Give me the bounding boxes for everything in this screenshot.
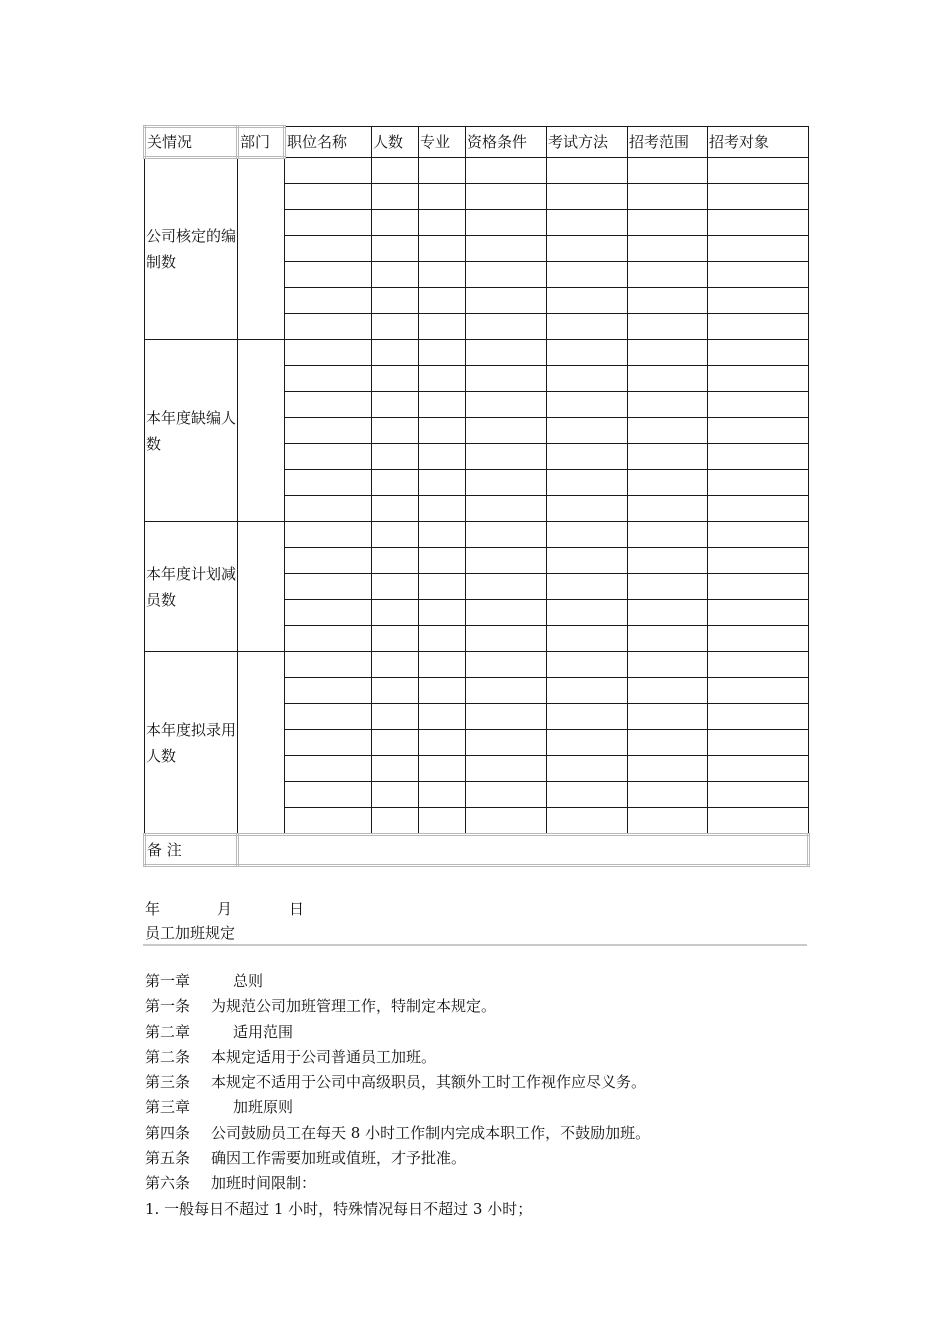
table-cell: [708, 808, 809, 835]
table-cell: [419, 574, 466, 600]
table-cell: [285, 574, 372, 600]
table-cell: [708, 496, 809, 522]
department-cell: [238, 652, 285, 835]
table-cell: [419, 626, 466, 652]
table-cell: [628, 548, 708, 574]
article-line: [145, 1146, 805, 1171]
table-cell: [372, 678, 419, 704]
table-cell: [285, 600, 372, 626]
table-cell: [547, 522, 628, 548]
table-cell: [628, 444, 708, 470]
table-cell: [628, 522, 708, 548]
table-cell: [708, 548, 809, 574]
line-label: 第二章: [145, 1022, 191, 1041]
table-cell: [708, 184, 809, 210]
table-cell: [419, 496, 466, 522]
note-label-cell: 备 注: [145, 835, 238, 866]
table-cell: [628, 626, 708, 652]
article-line: [145, 1121, 805, 1146]
table-cell: [547, 158, 628, 184]
table-row: [145, 158, 809, 184]
table-cell: [419, 470, 466, 496]
table-cell: [547, 574, 628, 600]
table-cell: [372, 730, 419, 756]
regulation-body: [145, 969, 805, 1222]
table-cell: [285, 652, 372, 678]
table-cell: [285, 782, 372, 808]
table-cell: [285, 730, 372, 756]
article-line: [145, 994, 805, 1019]
table-cell: [419, 184, 466, 210]
table-cell: [466, 470, 547, 496]
line-label: 第一条: [145, 997, 191, 1016]
table-cell: [466, 782, 547, 808]
table-cell: [466, 808, 547, 835]
group-label-cell: 公司核定的编制数: [145, 158, 238, 340]
table-cell: [285, 288, 372, 314]
line-label: 第三条: [145, 1073, 191, 1092]
table-cell: [372, 704, 419, 730]
table-cell: [372, 574, 419, 600]
line-text: 加班原则: [233, 1098, 294, 1117]
table-cell: [547, 626, 628, 652]
table-cell: [466, 184, 547, 210]
table-cell: [285, 470, 372, 496]
department-cell: [238, 522, 285, 652]
table-cell: [708, 392, 809, 418]
table-cell: [547, 600, 628, 626]
table-cell: [628, 678, 708, 704]
table-cell: [466, 678, 547, 704]
table-cell: [708, 704, 809, 730]
department-cell: [238, 340, 285, 522]
table-cell: [285, 236, 372, 262]
table-cell: [708, 756, 809, 782]
table-cell: [466, 210, 547, 236]
table-cell: [372, 444, 419, 470]
table-cell: [372, 314, 419, 340]
table-cell: [547, 418, 628, 444]
table-cell: [628, 314, 708, 340]
table-cell: [285, 522, 372, 548]
chapter-heading: [145, 969, 805, 994]
table-cell: [547, 366, 628, 392]
table-cell: [628, 184, 708, 210]
table-cell: [466, 444, 547, 470]
table-cell: [285, 184, 372, 210]
table-cell: [547, 210, 628, 236]
table-cell: [419, 756, 466, 782]
line-text: 为规范公司加班管理工作，特制定本规定。: [211, 997, 497, 1016]
table-cell: [285, 262, 372, 288]
table-cell: [628, 600, 708, 626]
chapter-heading: [145, 1095, 805, 1120]
table-cell: [419, 158, 466, 184]
table-cell: [547, 470, 628, 496]
table-cell: [466, 288, 547, 314]
table-cell: [372, 652, 419, 678]
table-cell: [708, 522, 809, 548]
table-cell: [285, 626, 372, 652]
table-cell: [372, 392, 419, 418]
table-cell: [547, 314, 628, 340]
table-cell: [285, 808, 372, 835]
header-cell: 资格条件: [466, 127, 547, 158]
date-line: [145, 898, 304, 919]
table-cell: [708, 782, 809, 808]
table-cell: [708, 652, 809, 678]
header-cell: 职位名称: [285, 127, 372, 158]
table-cell: [466, 314, 547, 340]
chapter-heading: [145, 1020, 805, 1045]
table-cell: [708, 314, 809, 340]
header-cell: 考试方法: [547, 127, 628, 158]
line-label: 第五条: [145, 1149, 191, 1168]
table-cell: [419, 782, 466, 808]
table-cell: [419, 236, 466, 262]
table-cell: [285, 756, 372, 782]
table-cell: [372, 756, 419, 782]
table-cell: [419, 522, 466, 548]
table-cell: [466, 158, 547, 184]
line-label: 第二条: [145, 1047, 191, 1066]
table-cell: [285, 548, 372, 574]
date-day: 日: [289, 900, 305, 918]
table-cell: [466, 236, 547, 262]
document-title: 员工加班规定: [145, 924, 236, 942]
table-cell: [372, 548, 419, 574]
table-cell: [466, 652, 547, 678]
list-item: [145, 1197, 805, 1222]
table-cell: [372, 236, 419, 262]
table-cell: [708, 470, 809, 496]
table-cell: [372, 210, 419, 236]
table-cell: [628, 470, 708, 496]
header-cell: 部门: [238, 127, 285, 158]
table-cell: [372, 808, 419, 835]
table-cell: [628, 730, 708, 756]
table-cell: [372, 366, 419, 392]
table-cell: [419, 548, 466, 574]
table-cell: [708, 262, 809, 288]
department-cell: [238, 158, 285, 340]
table-cell: [708, 366, 809, 392]
table-cell: [285, 704, 372, 730]
table-cell: [628, 262, 708, 288]
table-cell: [628, 704, 708, 730]
table-cell: [372, 626, 419, 652]
table-cell: [466, 262, 547, 288]
table-cell: [708, 678, 809, 704]
table-cell: [285, 210, 372, 236]
table-cell: [372, 184, 419, 210]
table-cell: [285, 314, 372, 340]
table-header-row: [145, 127, 809, 158]
table-cell: [628, 210, 708, 236]
table-cell: [547, 340, 628, 366]
table-cell: [628, 366, 708, 392]
table-row: [145, 652, 809, 678]
table-cell: [628, 782, 708, 808]
table-cell: [547, 496, 628, 522]
table-cell: [708, 340, 809, 366]
table-cell: [466, 626, 547, 652]
table-cell: [547, 704, 628, 730]
table-cell: [372, 782, 419, 808]
table-cell: [708, 574, 809, 600]
table-cell: [708, 418, 809, 444]
table-cell: [419, 444, 466, 470]
table-cell: [466, 340, 547, 366]
article-line: [145, 1070, 805, 1095]
table-cell: [628, 756, 708, 782]
table-cell: [419, 808, 466, 835]
line-label: 第六条: [145, 1174, 191, 1193]
table-cell: [285, 366, 372, 392]
table-cell: [285, 418, 372, 444]
article-line: [145, 1045, 805, 1070]
table-cell: [285, 444, 372, 470]
table-cell: [466, 730, 547, 756]
table-cell: [547, 756, 628, 782]
table-cell: [547, 678, 628, 704]
table-cell: [285, 340, 372, 366]
table-cell: [466, 574, 547, 600]
table-cell: [419, 314, 466, 340]
table-cell: [419, 288, 466, 314]
header-cell: 招考范围: [628, 127, 708, 158]
table-cell: [628, 158, 708, 184]
table-cell: [708, 210, 809, 236]
table-cell: [419, 418, 466, 444]
header-cell: 招考对象: [708, 127, 809, 158]
table-cell: [628, 496, 708, 522]
table-row: [145, 522, 809, 548]
table-cell: [708, 158, 809, 184]
table-cell: [419, 262, 466, 288]
table-cell: [419, 600, 466, 626]
group-label-cell: 本年度缺编人数: [145, 340, 238, 522]
table-cell: [708, 600, 809, 626]
table-cell: [547, 288, 628, 314]
table-cell: [285, 158, 372, 184]
table-cell: [285, 678, 372, 704]
line-text: 适用范围: [233, 1022, 294, 1041]
line-text: 总则: [233, 972, 264, 990]
table-cell: [547, 782, 628, 808]
table-cell: [628, 288, 708, 314]
table-cell: [708, 444, 809, 470]
article-line: [145, 1171, 805, 1196]
table-cell: [372, 600, 419, 626]
table-cell: [466, 756, 547, 782]
table-cell: [466, 392, 547, 418]
line-text: 本规定不适用于公司中高级职员，其额外工时工作视作应尽义务。: [211, 1073, 647, 1092]
line-text: 1. 一般每日不超过 1 小时，特殊情况每日不超过 3 小时；: [145, 1199, 533, 1218]
table-cell: [628, 340, 708, 366]
table-cell: [372, 340, 419, 366]
table-cell: [547, 444, 628, 470]
table-cell: [419, 704, 466, 730]
group-label-cell: 本年度计划减员数: [145, 522, 238, 652]
table-row: [145, 340, 809, 366]
table-cell: [547, 808, 628, 835]
line-text: 加班时间限制：: [211, 1174, 317, 1193]
line-label: 第三章: [145, 1098, 191, 1117]
recruitment-plan-table: [143, 125, 810, 867]
table-cell: [547, 262, 628, 288]
table-cell: [628, 236, 708, 262]
line-label: 第一章: [145, 972, 191, 990]
line-text: 确因工作需要加班或值班，才予批准。: [211, 1149, 467, 1168]
table-cell: [419, 210, 466, 236]
note-row: [145, 835, 809, 866]
table-cell: [419, 678, 466, 704]
table-cell: [628, 392, 708, 418]
line-label: 第四条: [145, 1123, 191, 1142]
table-cell: [466, 548, 547, 574]
table-cell: [547, 730, 628, 756]
table-cell: [419, 730, 466, 756]
date-month: 月: [217, 900, 233, 918]
table-cell: [285, 496, 372, 522]
title-divider: [143, 944, 807, 946]
table-cell: [419, 392, 466, 418]
table-cell: [466, 704, 547, 730]
table-cell: [419, 340, 466, 366]
header-cell: 关情况: [145, 127, 238, 158]
table-cell: [708, 288, 809, 314]
table-cell: [547, 548, 628, 574]
table-cell: [628, 574, 708, 600]
table-cell: [708, 236, 809, 262]
group-label-cell: 本年度拟录用人数: [145, 652, 238, 835]
table-cell: [547, 184, 628, 210]
line-text: 本规定适用于公司普通员工加班。: [211, 1047, 437, 1066]
table-cell: [372, 522, 419, 548]
table-cell: [547, 392, 628, 418]
note-value-cell: [238, 835, 809, 866]
table-cell: [466, 418, 547, 444]
table-cell: [708, 626, 809, 652]
table-cell: [466, 600, 547, 626]
table-cell: [708, 730, 809, 756]
table-cell: [628, 808, 708, 835]
table-cell: [372, 262, 419, 288]
table-cell: [419, 652, 466, 678]
table-cell: [466, 522, 547, 548]
table-cell: [466, 496, 547, 522]
table-cell: [372, 418, 419, 444]
table-cell: [372, 496, 419, 522]
header-cell: 专业: [419, 127, 466, 158]
line-text: 公司鼓励员工在每天 8 小时工作制内完成本职工作，不鼓励加班。: [211, 1123, 651, 1142]
table-cell: [628, 418, 708, 444]
header-cell: 人数: [372, 127, 419, 158]
table-cell: [372, 158, 419, 184]
table-cell: [372, 288, 419, 314]
table-cell: [466, 366, 547, 392]
table-cell: [547, 236, 628, 262]
table-cell: [419, 366, 466, 392]
table-cell: [285, 392, 372, 418]
date-year: 年: [145, 900, 161, 918]
table-cell: [372, 470, 419, 496]
table-cell: [547, 652, 628, 678]
table-cell: [628, 652, 708, 678]
